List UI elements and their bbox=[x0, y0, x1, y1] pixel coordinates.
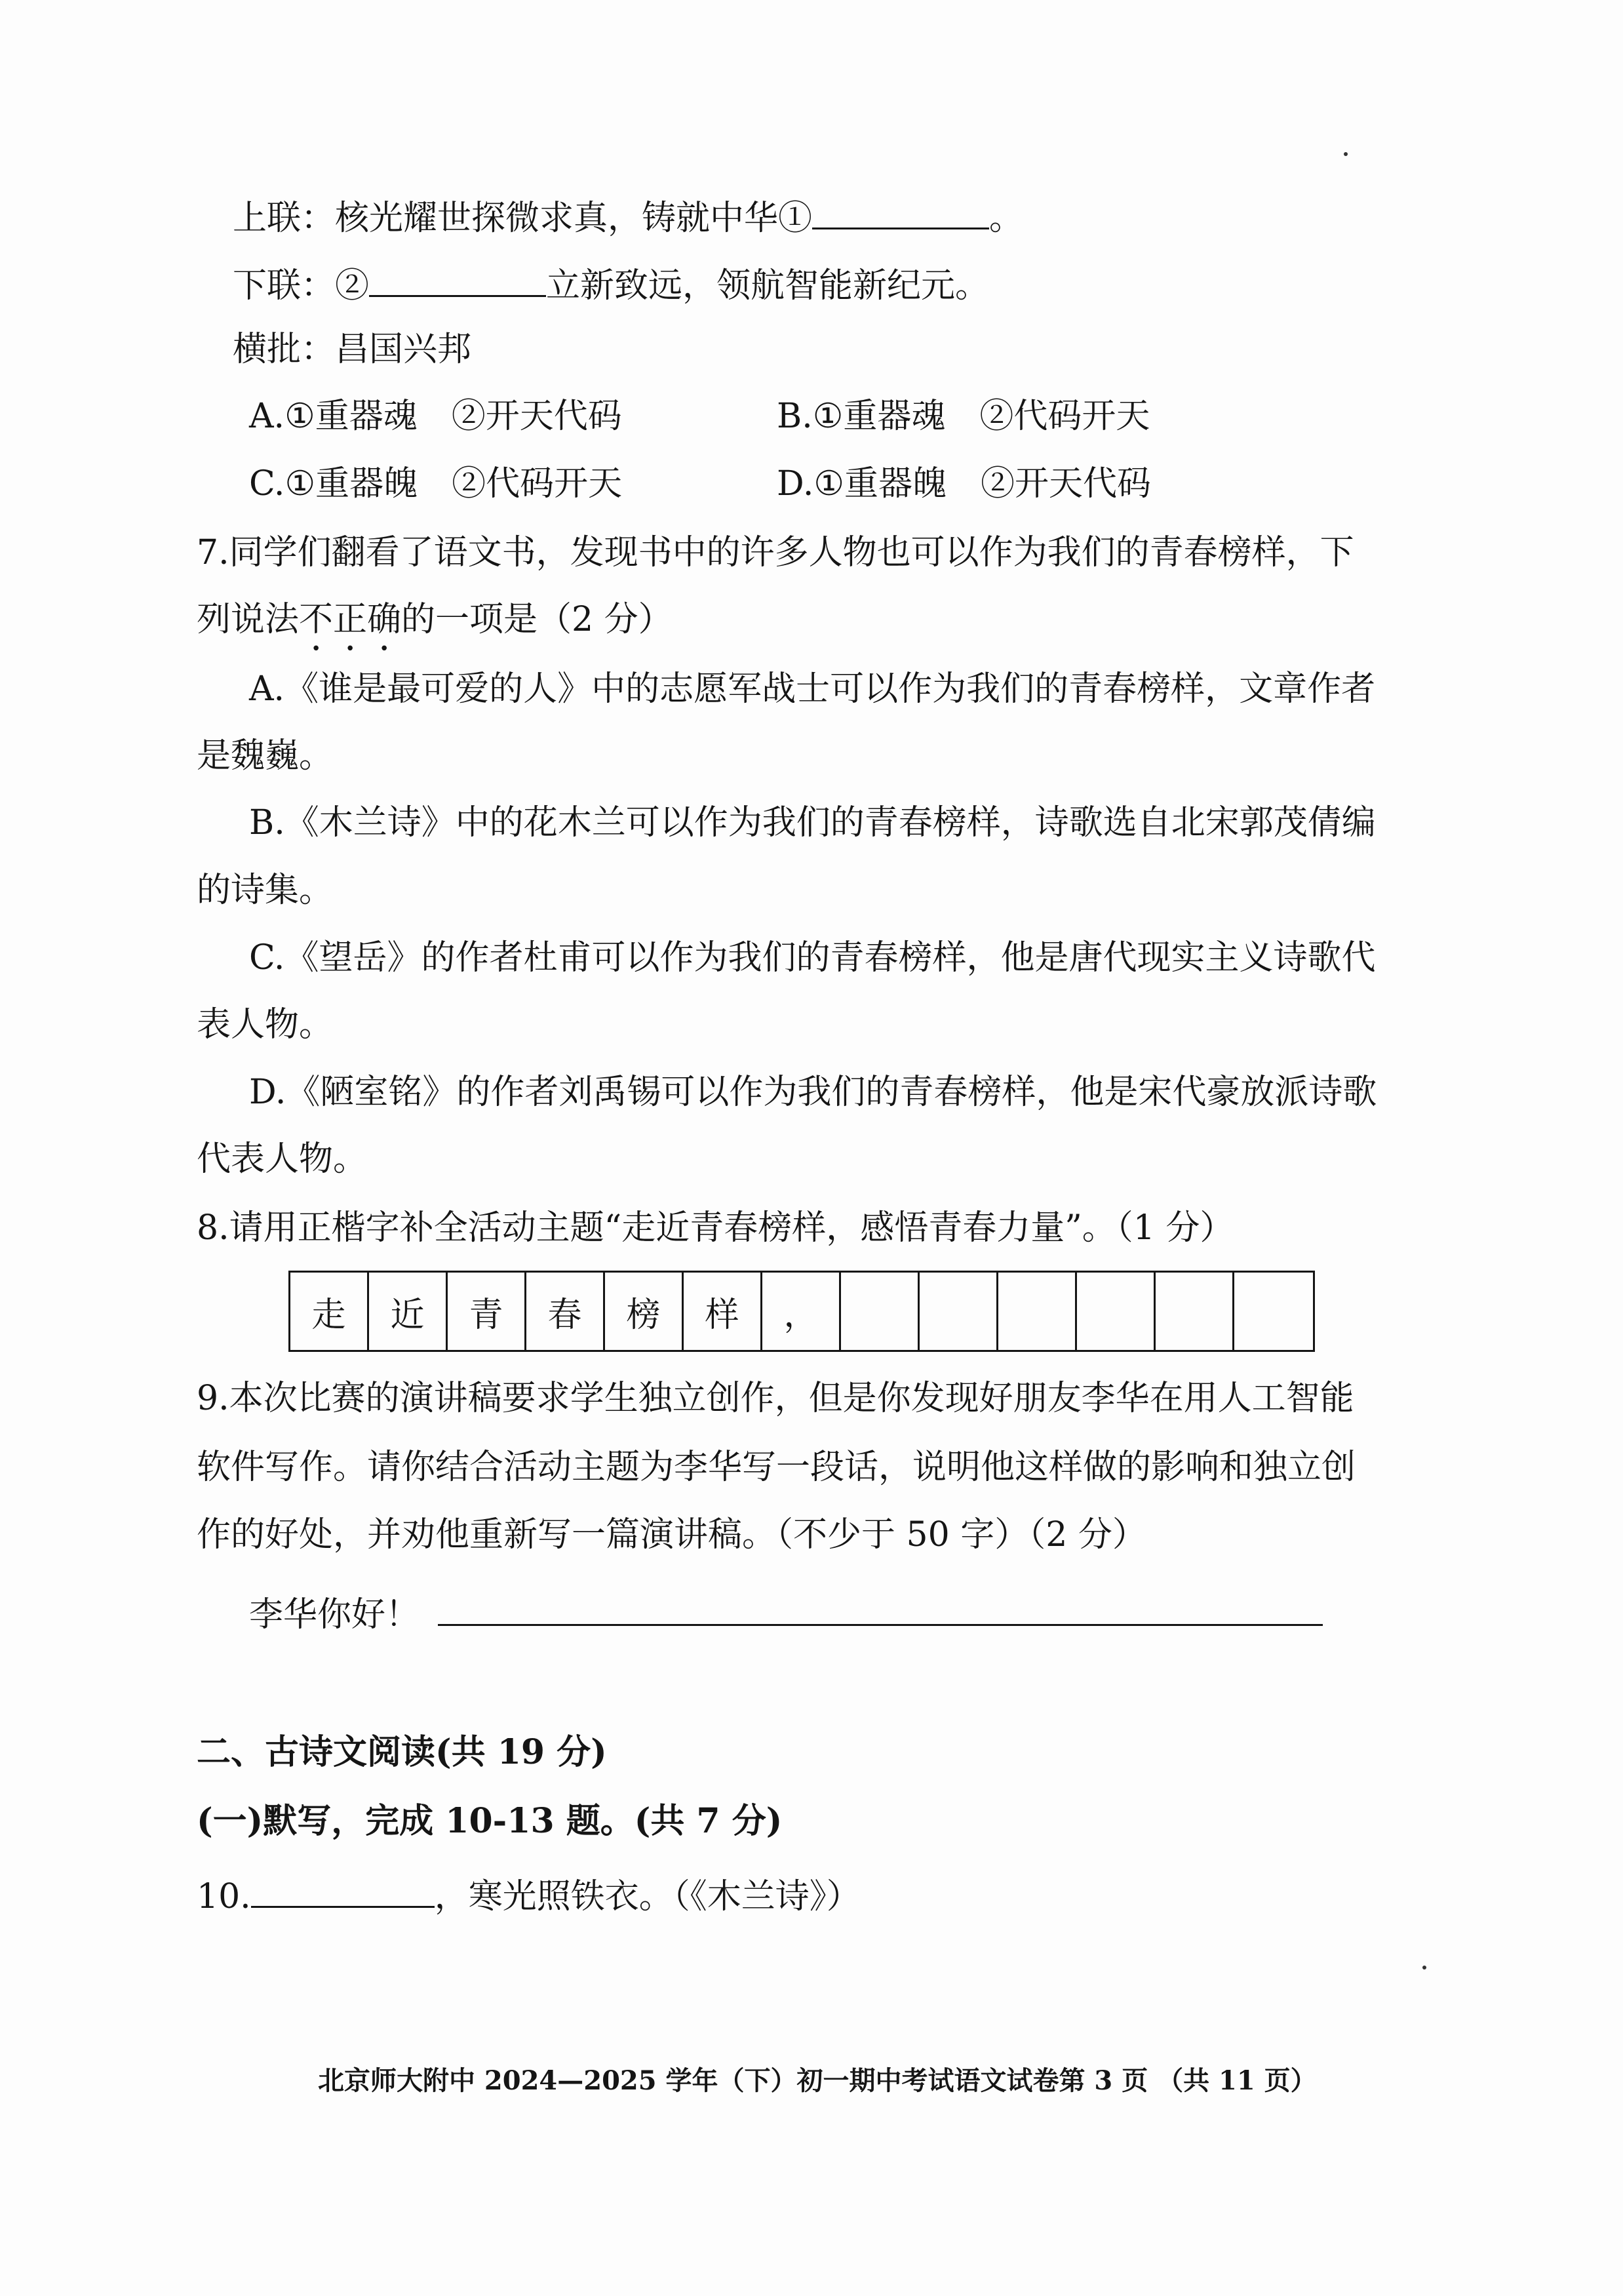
q6-option-b: B.①重器魂 ②代码开天 bbox=[777, 397, 1150, 436]
q7-emphasis-not-correct: 不正确 bbox=[299, 600, 402, 639]
scan-speck bbox=[1422, 1966, 1426, 1969]
q6-options-row-2 bbox=[249, 462, 1429, 505]
couplet-blank-1[interactable] bbox=[812, 193, 989, 229]
q10-line bbox=[197, 1872, 861, 1918]
q6-options-row-1 bbox=[249, 395, 1429, 438]
q8-blank-cell[interactable] bbox=[841, 1273, 920, 1350]
q7-option-a-line-2: 是魏巍。 bbox=[197, 736, 334, 776]
q7-option-d-line-2: 代表人物。 bbox=[197, 1139, 368, 1179]
q7-option-a-line-1: A.《谁是最可爱的人》中的志愿军战士可以作为我们的青春榜样，文章作者 bbox=[249, 669, 1376, 709]
q7-option-b-line-2: 的诗集。 bbox=[197, 871, 334, 910]
q8-blank-cell[interactable] bbox=[1234, 1273, 1313, 1350]
q8-cell: 青 bbox=[448, 1273, 526, 1350]
q9-question-line-3: 作的好处，并劝他重新写一篇演讲稿。（不少于 50 字）（2 分） bbox=[197, 1515, 1146, 1554]
section-2-title: 二、古诗文阅读(共 19 分) bbox=[197, 1732, 607, 1772]
q9-answer-line bbox=[249, 1590, 1323, 1636]
q9-greeting: 李华你好！ bbox=[249, 1595, 420, 1634]
q7-option-d-line-1: D.《陋室铭》的作者刘禹锡可以作为我们的青春榜样，他是宋代豪放派诗歌 bbox=[249, 1073, 1377, 1112]
q6-option-c: C.①重器魄 ②代码开天 bbox=[249, 464, 623, 504]
couplet-upper-end: 。 bbox=[989, 199, 1024, 238]
q8-cell: ， bbox=[762, 1273, 841, 1350]
q10-number: 10. bbox=[197, 1877, 251, 1916]
couplet-lower-label: 下联：② bbox=[233, 266, 370, 306]
couplet-upper-line bbox=[233, 193, 1023, 240]
section-2-subsection-1: (一)默写，完成 10-13 题。(共 7 分) bbox=[197, 1801, 783, 1841]
q8-cell: 走 bbox=[290, 1273, 369, 1350]
q7-text-prefix: 列说法 bbox=[197, 600, 300, 639]
q6-option-d: D.①重器魄 ②开天代码 bbox=[777, 464, 1151, 504]
q10-text: ，寒光照铁衣。（《木兰诗》） bbox=[434, 1877, 861, 1916]
q6-option-a: A.①重器魂 ②开天代码 bbox=[249, 397, 622, 436]
q8-cell: 样 bbox=[684, 1273, 762, 1350]
q7-option-c-line-2: 表人物。 bbox=[197, 1005, 334, 1044]
couplet-lower-text: 立新致远，领航智能新纪元。 bbox=[546, 266, 990, 306]
q8-blank-cell[interactable] bbox=[1077, 1273, 1156, 1350]
q10-blank[interactable] bbox=[251, 1872, 435, 1908]
couplet-blank-2[interactable] bbox=[369, 261, 546, 297]
q8-blank-cell[interactable] bbox=[998, 1273, 1077, 1350]
q9-question-line-2: 软件写作。请你结合活动主题为李华写一段话，说明他这样做的影响和独立创 bbox=[197, 1448, 1356, 1487]
couplet-upper-text: 上联：核光耀世探微求真，铸就中华① bbox=[233, 199, 813, 238]
q8-cell: 春 bbox=[526, 1273, 605, 1350]
q7-question-line-1: 7.同学们翻看了语文书，发现书中的许多人物也可以作为我们的青春榜样，下 bbox=[197, 533, 1354, 572]
q7-option-c-line-1: C.《望岳》的作者杜甫可以作为我们的青春榜样，他是唐代现实主义诗歌代 bbox=[249, 938, 1376, 978]
q7-question-line-2 bbox=[197, 598, 673, 659]
q9-question-line-1: 9.本次比赛的演讲稿要求学生独立创作，但是你发现好朋友李华在用人工智能 bbox=[197, 1379, 1354, 1418]
q8-blank-cell[interactable] bbox=[1156, 1273, 1234, 1350]
q8-cell: 榜 bbox=[605, 1273, 684, 1350]
couplet-banner: 横批：昌国兴邦 bbox=[233, 330, 472, 369]
page-footer: 北京师大附中 2024—2025 学年（下）初一期中考试语文试卷第 3 页 （共 11 页） bbox=[318, 2065, 1317, 2096]
q8-blank-cell[interactable] bbox=[920, 1273, 998, 1350]
q8-cell: 近 bbox=[369, 1273, 448, 1350]
scan-speck bbox=[1344, 152, 1348, 156]
q8-answer-grid bbox=[288, 1271, 1315, 1352]
couplet-lower-line bbox=[233, 261, 989, 307]
q8-prompt: 8.请用正楷字补全活动主题“走近青春榜样，感悟青春力量”。（1 分） bbox=[197, 1208, 1234, 1248]
q9-answer-blank[interactable] bbox=[438, 1590, 1323, 1626]
q7-option-b-line-1: B.《木兰诗》中的花木兰可以作为我们的青春榜样，诗歌选自北宋郭茂倩编 bbox=[249, 803, 1376, 842]
q7-text-suffix: 的一项是（2 分） bbox=[401, 600, 673, 639]
